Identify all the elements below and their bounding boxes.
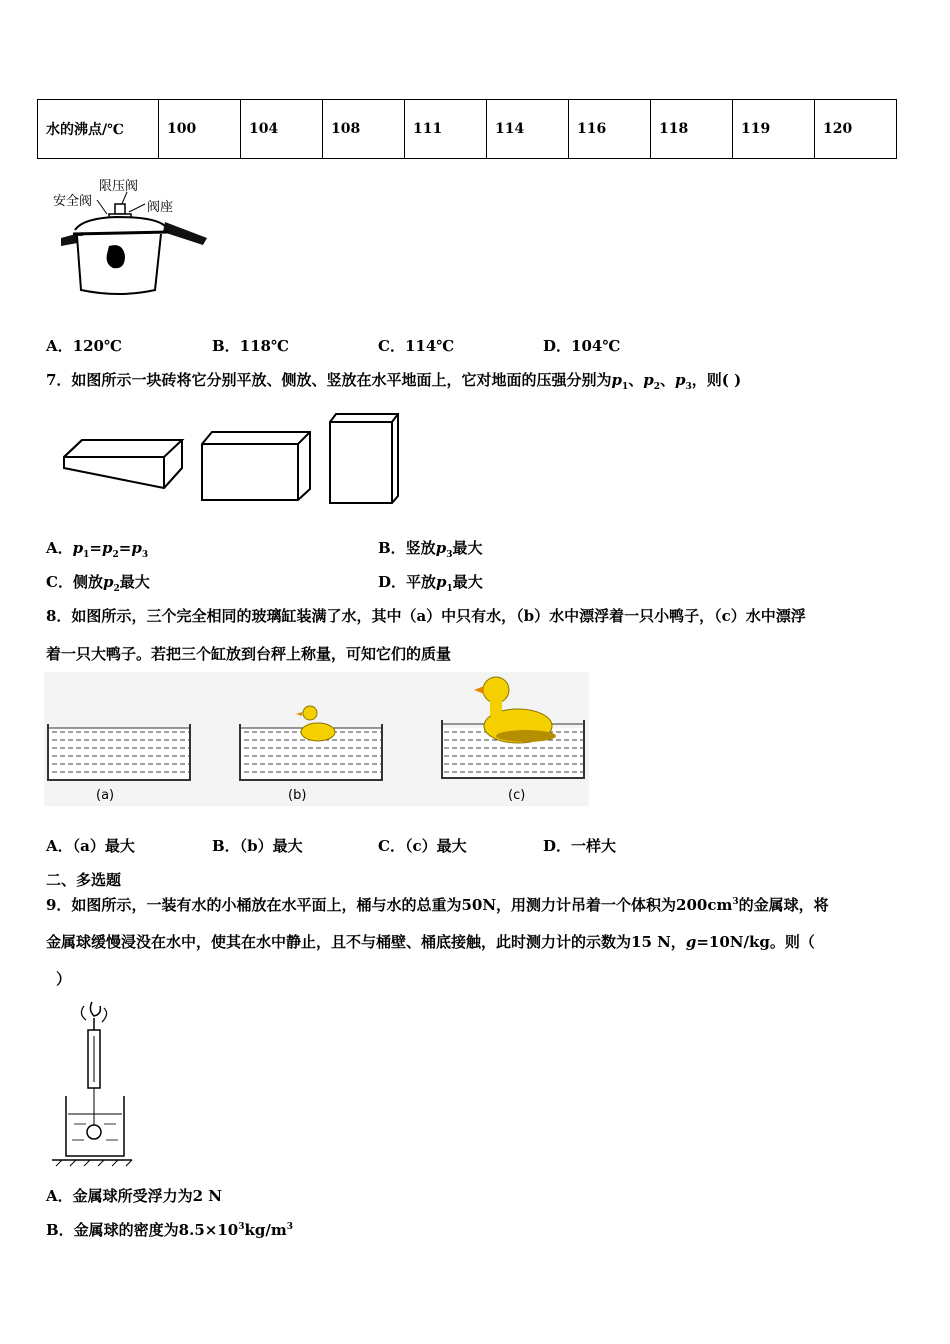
spring-scale-figure <box>48 996 138 1168</box>
separator: 、 <box>660 371 676 389</box>
glass-tank-figure <box>44 672 589 806</box>
option-label: C．侧放 <box>46 573 103 591</box>
q7-option-a <box>46 537 148 560</box>
label-valve-seat: 阀座 <box>147 200 174 215</box>
caption-c: (c) <box>508 788 526 803</box>
symbol-p: p <box>102 573 114 591</box>
subscript: 1 <box>446 584 453 594</box>
q8-option-a: A．（a）最大 <box>46 837 135 855</box>
section-heading: 二、多选题 <box>46 871 122 889</box>
q7-stem <box>46 369 741 392</box>
q9-text: 的金属球，将 <box>738 896 829 914</box>
q7-stem-text: 7．如图所示一块砖将它分别平放、侧放、竖放在水平地面上，它对地面的压强分别为 <box>46 371 612 389</box>
symbol-p: p <box>675 371 686 389</box>
q8-option-d: D．一样大 <box>543 837 617 855</box>
subscript: 2 <box>653 382 660 392</box>
subscript: 1 <box>621 382 629 392</box>
superscript: 3 <box>732 897 739 907</box>
subscript: 2 <box>112 550 119 560</box>
pressure-cooker-drawing <box>45 172 220 302</box>
table-cell: 100 <box>159 100 241 159</box>
option-label: A． <box>46 539 73 557</box>
q6-option-b: B．118℃ <box>212 337 289 355</box>
superscript: 3 <box>286 1222 293 1232</box>
q9-option-a: A．金属球所受浮力为2 N <box>46 1187 223 1205</box>
table-cell: 120 <box>815 100 897 159</box>
q8-stem-line2: 着一只大鸭子。若把三个缸放到台秤上称量，可知它们的质量 <box>46 645 452 663</box>
symbol-g: g <box>685 933 697 951</box>
q9-option-b <box>46 1219 293 1240</box>
table-cell: 111 <box>405 100 487 159</box>
symbol-p: p <box>101 539 113 557</box>
equals: = <box>118 539 132 557</box>
table-cell: 119 <box>733 100 815 159</box>
brick-figure <box>58 410 408 505</box>
q7-stem-end: ，则( ) <box>691 371 742 389</box>
option-text: 最大 <box>119 573 150 591</box>
symbol-p: p <box>643 371 654 389</box>
table-cell: 118 <box>651 100 733 159</box>
q6-option-c: C．114℃ <box>378 337 455 355</box>
table-header-cell: 水的沸点/℃ <box>38 100 159 159</box>
subscript: 3 <box>141 550 149 560</box>
symbol-p: p <box>435 539 447 557</box>
q7-option-b <box>378 537 482 560</box>
glass-tank-drawing <box>44 672 589 806</box>
table-cell: 104 <box>241 100 323 159</box>
q9-stem-line1 <box>46 894 829 915</box>
q9-text: =10N/kg。则（ <box>696 933 815 951</box>
label-pressure-valve: 限压阀 <box>99 179 139 194</box>
subscript: 1 <box>83 550 90 560</box>
q7-option-d <box>378 571 483 594</box>
pressure-cooker-figure <box>45 172 220 302</box>
option-label: B．竖放 <box>378 539 436 557</box>
symbol-p: p <box>611 371 622 389</box>
q6-option-a: A．120℃ <box>46 337 122 355</box>
table-cell: 108 <box>323 100 405 159</box>
q9-text: 9．如图所示，一装有水的小桶放在水平面上，桶与水的总重为50N，用测力计吊着一个体积为200cm <box>46 896 733 914</box>
option-text: B．金属球的密度为8.5×10 <box>46 1221 239 1239</box>
option-text: 最大 <box>452 573 483 591</box>
option-label: D．平放 <box>378 573 437 591</box>
q8-option-c: C．（c）最大 <box>378 837 467 855</box>
q7-option-c <box>46 571 150 594</box>
equals: = <box>89 539 102 557</box>
q6-option-d: D．104℃ <box>543 337 621 355</box>
symbol-p: p <box>72 539 84 557</box>
symbol-p: p <box>131 539 142 557</box>
caption-b: (b) <box>288 788 307 803</box>
table-cell: 116 <box>569 100 651 159</box>
table-row <box>38 100 897 159</box>
caption-a: (a) <box>96 788 115 803</box>
option-text: 最大 <box>452 539 483 557</box>
q9-stem-line3: ） <box>56 970 72 988</box>
q8-option-b: B．（b）最大 <box>212 837 303 855</box>
subscript: 3 <box>446 550 453 560</box>
label-safety-valve: 安全阀 <box>53 194 93 209</box>
table-cell: 114 <box>487 100 569 159</box>
symbol-p: p <box>436 573 447 591</box>
q9-text: 金属球缓慢浸没在水中，使其在水中静止，且不与桶壁、桶底接触，此时测力计的示数为15 N， <box>46 933 686 951</box>
subscript: 3 <box>685 382 692 392</box>
subscript: 2 <box>113 584 120 594</box>
boiling-point-table <box>37 99 897 159</box>
q8-stem-line1: 8．如图所示，三个完全相同的玻璃缸装满了水，其中（a）中只有水，（b）水中漂浮着一只小鸭子，（c）水中漂浮 <box>46 607 806 625</box>
option-text: kg/m <box>244 1221 287 1239</box>
separator: 、 <box>628 371 644 389</box>
superscript: 3 <box>238 1222 245 1232</box>
q9-stem-line2 <box>46 931 815 952</box>
